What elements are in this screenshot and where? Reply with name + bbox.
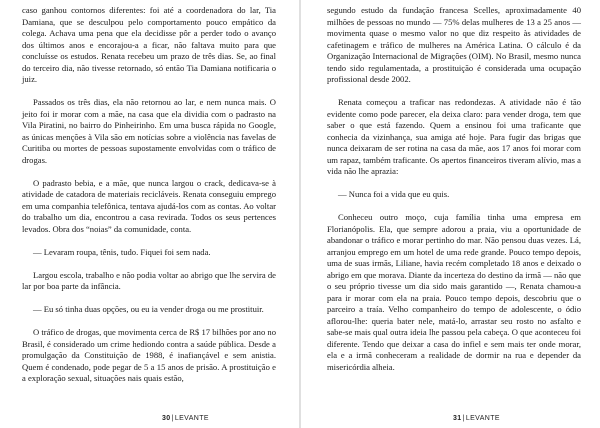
- paragraph: O padrasto bebia, e a mãe, que nunca largou o crack, dedicava-se à atividade de catadora de materiais recicláveis. Renata conseguiu emprego em uma companhia telefônica, tentava ajudá-los com as contas. Ao voltar do trabalho um dia, encontrou a casa revirada. Todos os seus pertences levados. Obra dos “noias” da comunidade, conta.: [22, 177, 276, 234]
- page-folio: 31|LEVANTE: [453, 415, 500, 422]
- left-page-text: [22, 5, 276, 385]
- paragraph: Passados os três dias, ela não retornou ao lar, e nem nunca mais. O jeito foi ir morar com a mãe, na casa que ela dividia com o padrasto na Vila Piratini, no bairro do Pinheirinho. Em uma busca rápida no Google, as únicas menções à Vila são em notícias sobre a violência nas favelas de Curitiba ou mortes de pessoas supostamente envolvidas com o tráfico de drogas.: [22, 97, 276, 165]
- paragraph: Renata começou a traficar nas redondezas. A atividade não é tão evidente como pode parecer, ela deixa claro: para vender droga, tem que saber o que está fazendo. Quem a ensinou foi uma traficante que conhecia da vizinhança, sua amiga até hoje. Para fugir das brigas que nunca deixaram de ser rotina na casa da mãe, aos 17 anos foi morar com um rapaz, também traficante. Os apertos financeiros tiveram alívio, mas a vida não lhe aprazia:: [327, 97, 581, 176]
- right-page: [301, 0, 600, 428]
- paragraph: O tráfico de drogas, que movimenta cerca de R$ 17 bilhões por ano no Brasil, é considerado um crime hediondo contra a saúde pública. Desde a promulgação da Constituição de 1988, é inafiançável e sem anistia. Quem é condenado, pode pegar de 5 a 15 anos de prisão. A prostituição e a exploração sexual, situações nais quais estão,: [22, 327, 276, 383]
- running-title: LEVANTE: [465, 415, 500, 422]
- paragraph: Largou escola, trabalho e não podia voltar ao abrigo que lhe servira de lar por boa parte da infância.: [22, 269, 276, 291]
- paragraph: caso ganhou contornos diferentes: foi até a coordenadora do lar, Tia Damiana, que se desculpou pelo comportamento pouco empático da colega. Achava uma pena que ela decidisse pôr a perder todo o avanço dos últimos anos e encorajou-a a ficar, não faltava muito para que concluísse os estudos. Renata recebeu um prazo de três dias. Se, ao final do terceiro dia, não tivesse retornado, só então Tia Damiana notificaria o juiz.: [22, 5, 276, 84]
- running-title: LEVANTE: [174, 415, 209, 422]
- paragraph: segundo estudo da fundação francesa Scelles, aproximadamente 40 milhões de pessoas no mundo — 75% delas mulheres de 13 a 25 anos — movimenta quase o mesmo valor no que diz respeito às atividades de cafetinagem e tráfico de mulheres na América Latina. O cálculo é da Organização Internacional de Migrações (OIM). No Brasil, mesmo nunca tendo sido regulamentada, a prostituição é considerada uma ocupação profissional desde 2002.: [327, 5, 581, 84]
- page-number: 31: [453, 415, 462, 422]
- dialogue-line: — Nunca foi a vida que eu quis.: [338, 189, 450, 199]
- page-number: 30: [162, 415, 171, 422]
- dialogue-line: — Eu só tinha duas opções, ou eu ia vender droga ou me prostituir.: [33, 304, 264, 314]
- right-page-text: [327, 5, 581, 373]
- paragraph: Conheceu outro moço, cuja família tinha uma empresa em Florianópolis. Ela, que sempre adorou a praia, viu a oportunidade de abandonar o tráfico e morar pertinho do mar. Não pensou duas vezes. Lá, arranjou emprego em um hotel de uma rede grande. Pouco tempo depois, uma de suas irmãs, Liliane, havia recém completado 18 anos e deixado o abrigo em que morava. Diante da incerteza do destino da irmã — não que o seu próprio tivesse um dia sido mais garantido —, Renata chamou-a para ir morar com ela na praia. Pouco tempo depois, descobriu que o parceiro a traía. Velho companheiro do tempo de adolescente, o ódio aflorou-lhe: queria bater nele, matá-lo, arrastar seu rosto no asfalto e sabe-se mais qual outra ideia lhe passou pela cabeça. O que aconteceu foi diferente. Tendo que deixar a casa do infiel e sem mais ter onde morar, ela e a irmã conheceram a realidade de dormir na rua e depender da misericórdia alheia.: [327, 212, 581, 372]
- page-folio: 30|LEVANTE: [162, 415, 209, 422]
- dialogue-line: — Levaram roupa, tênis, tudo. Fiquei foi sem nada.: [33, 246, 211, 257]
